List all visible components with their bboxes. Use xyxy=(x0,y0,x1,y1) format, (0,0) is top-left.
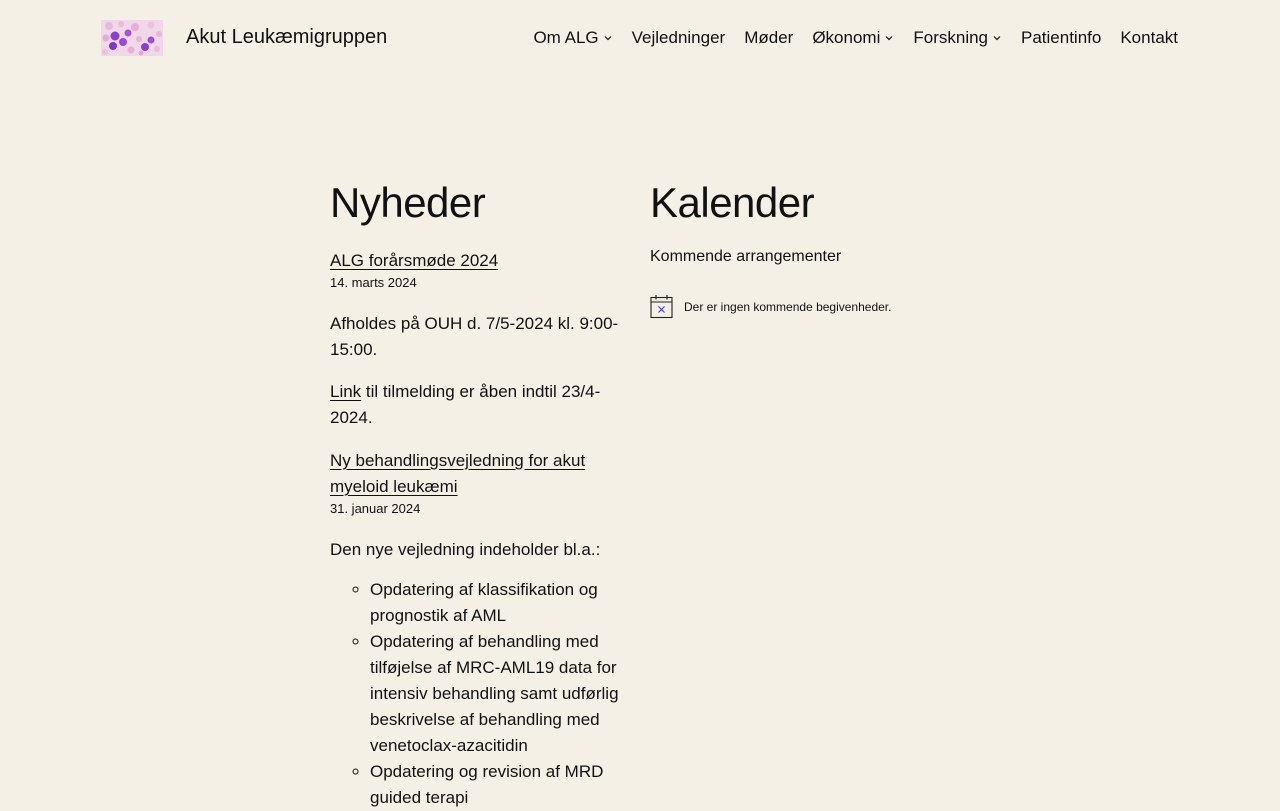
post-title-link[interactable]: ALG forårsmøde 2024 xyxy=(330,251,499,270)
nav-item-om-alg[interactable] xyxy=(533,26,612,50)
nav-item-kontakt[interactable] xyxy=(1120,26,1178,50)
registration-text: til tilmelding er åben indtil 23/4-2024. xyxy=(330,382,601,427)
calendar-subheading: Kommende arrangementer xyxy=(650,248,842,265)
nav-item-label: Økonomi xyxy=(812,28,881,47)
chevron-down-icon[interactable] xyxy=(992,33,1002,43)
post-paragraph: Den nye vejledning indeholder bl.a.: xyxy=(330,540,601,559)
nav-item-label: Om ALG xyxy=(533,28,599,47)
news-heading: Nyheder xyxy=(330,179,486,226)
news-section xyxy=(330,180,628,811)
nav-item-patientinfo[interactable] xyxy=(1021,26,1101,50)
chevron-down-icon[interactable] xyxy=(884,33,894,43)
post-date: 14. marts 2024 xyxy=(330,275,417,290)
site-title[interactable]: Akut Leukæmigruppen xyxy=(186,26,388,48)
post-title-link[interactable]: Ny behandlingsvejledning for akut myeloid leukæmi xyxy=(330,451,586,496)
nav-item-label: Forskning xyxy=(913,28,988,47)
nav-item-okonomi[interactable] xyxy=(812,26,894,50)
post-bullet-list xyxy=(330,577,628,811)
main-nav xyxy=(533,26,1178,50)
list-item: ◦ Opdatering og revision af MRD guided terapi xyxy=(370,759,628,811)
news-post xyxy=(330,448,628,811)
news-post xyxy=(330,248,628,431)
post-date: 31. januar 2024 xyxy=(330,501,421,516)
calendar-heading: Kalender xyxy=(650,179,815,226)
site-header xyxy=(0,0,1280,76)
nav-item-label: Patientinfo xyxy=(1021,28,1102,47)
registration-link[interactable]: Link xyxy=(330,382,362,401)
calendar-empty-message: Der er ingen kommende begivenheder. xyxy=(684,299,892,314)
post-paragraph xyxy=(330,379,628,431)
nav-item-label: Kontakt xyxy=(1120,28,1178,47)
nav-item-label: Vejledninger xyxy=(631,28,726,47)
nav-item-vejledninger[interactable] xyxy=(632,26,726,50)
nav-item-moder[interactable] xyxy=(744,26,793,50)
list-item: ◦ Opdatering af klassifikation og prognostik af AML xyxy=(370,577,628,629)
nav-item-label: Møder xyxy=(744,28,794,47)
calendar-x-icon xyxy=(650,294,673,319)
nav-item-forskning[interactable] xyxy=(913,26,1002,50)
chevron-down-icon[interactable] xyxy=(603,33,613,43)
site-logo[interactable] xyxy=(101,20,163,56)
post-paragraph: Afholdes på OUH d. 7/5-2024 kl. 9:00-15:00. xyxy=(330,314,619,359)
leukemia-cells-logo-icon xyxy=(101,20,163,56)
list-item: ◦ Opdatering af behandling med tilføjelse af MRC-AML19 data for intensiv behandling samt udførlig beskrivelse af behandling med venetoclax-azacitidin xyxy=(370,629,628,759)
calendar-section xyxy=(650,180,950,319)
calendar-empty-notice xyxy=(650,294,950,319)
